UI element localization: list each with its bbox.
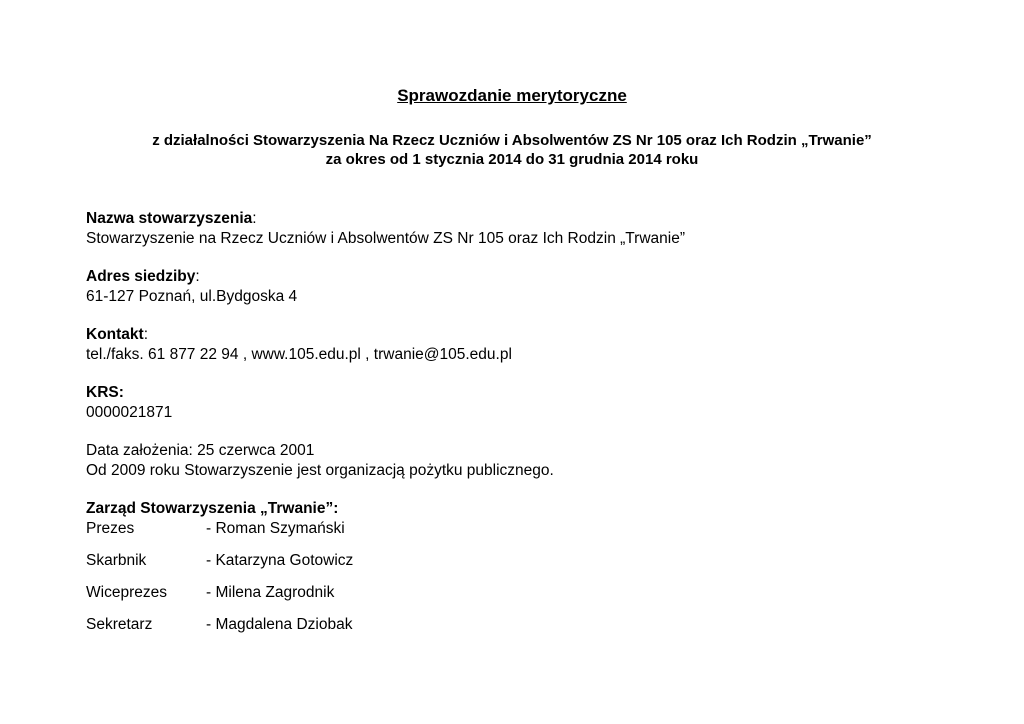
address-colon: : xyxy=(195,268,200,285)
founding-section xyxy=(86,441,966,480)
contact-heading xyxy=(86,325,966,345)
name-section xyxy=(86,209,966,248)
name-heading xyxy=(86,209,966,229)
public-benefit-status: Od 2009 roku Stowarzyszenie jest organizacją pożytku publicznego. xyxy=(86,461,554,479)
name-label: Nazwa stowarzyszenia xyxy=(86,210,253,227)
board-member-role: Sekretarz xyxy=(86,615,153,633)
board-member-role: Prezes xyxy=(86,519,135,537)
address-heading xyxy=(86,267,966,287)
board-section xyxy=(86,499,966,634)
contact-value: tel./faks. 61 877 22 94 , www.105.edu.pl , trwanie@105.edu.pl xyxy=(86,345,512,363)
board-member-row xyxy=(86,519,966,539)
board-member-name: - Milena Zagrodnik xyxy=(206,583,335,601)
board-member-name: - Katarzyna Gotowicz xyxy=(206,551,354,569)
address-value: 61-127 Poznań, ul.Bydgoska 4 xyxy=(86,287,298,305)
document-subtitle-line-1: z działalności Stowarzyszenia Na Rzecz Uczniów i Absolwentów ZS Nr 105 oraz Ich Rodzin „Trwanie” xyxy=(152,132,872,149)
contact-colon: : xyxy=(143,326,149,343)
krs-section xyxy=(86,383,966,422)
founding-date: Data założenia: 25 czerwca 2001 xyxy=(86,442,315,459)
board-member-row xyxy=(86,583,966,603)
board-heading: Zarząd Stowarzyszenia „Trwanie”: xyxy=(86,500,339,517)
name-colon: : xyxy=(252,210,257,227)
board-member-role: Skarbnik xyxy=(86,551,147,569)
document-body xyxy=(86,209,966,647)
board-member-name: - Magdalena Dziobak xyxy=(206,615,353,633)
krs-label: KRS: xyxy=(86,384,124,401)
board-member-row xyxy=(86,551,966,571)
name-value: Stowarzyszenie na Rzecz Uczniów i Absolwentów ZS Nr 105 oraz Ich Rodzin „Trwanie” xyxy=(86,229,685,247)
board-member-name: - Roman Szymański xyxy=(206,519,345,537)
address-label: Adres siedziby xyxy=(86,268,196,285)
contact-section xyxy=(86,325,966,364)
board-member-row xyxy=(86,615,966,635)
contact-label: Kontakt xyxy=(86,326,144,343)
document-title: Sprawozdanie merytoryczne xyxy=(397,86,627,105)
document-subtitle-line-2: za okres od 1 stycznia 2014 do 31 grudnia 2014 roku xyxy=(325,151,699,168)
krs-value: 0000021871 xyxy=(86,403,173,421)
board-member-role: Wiceprezes xyxy=(86,583,167,601)
address-section xyxy=(86,267,966,306)
